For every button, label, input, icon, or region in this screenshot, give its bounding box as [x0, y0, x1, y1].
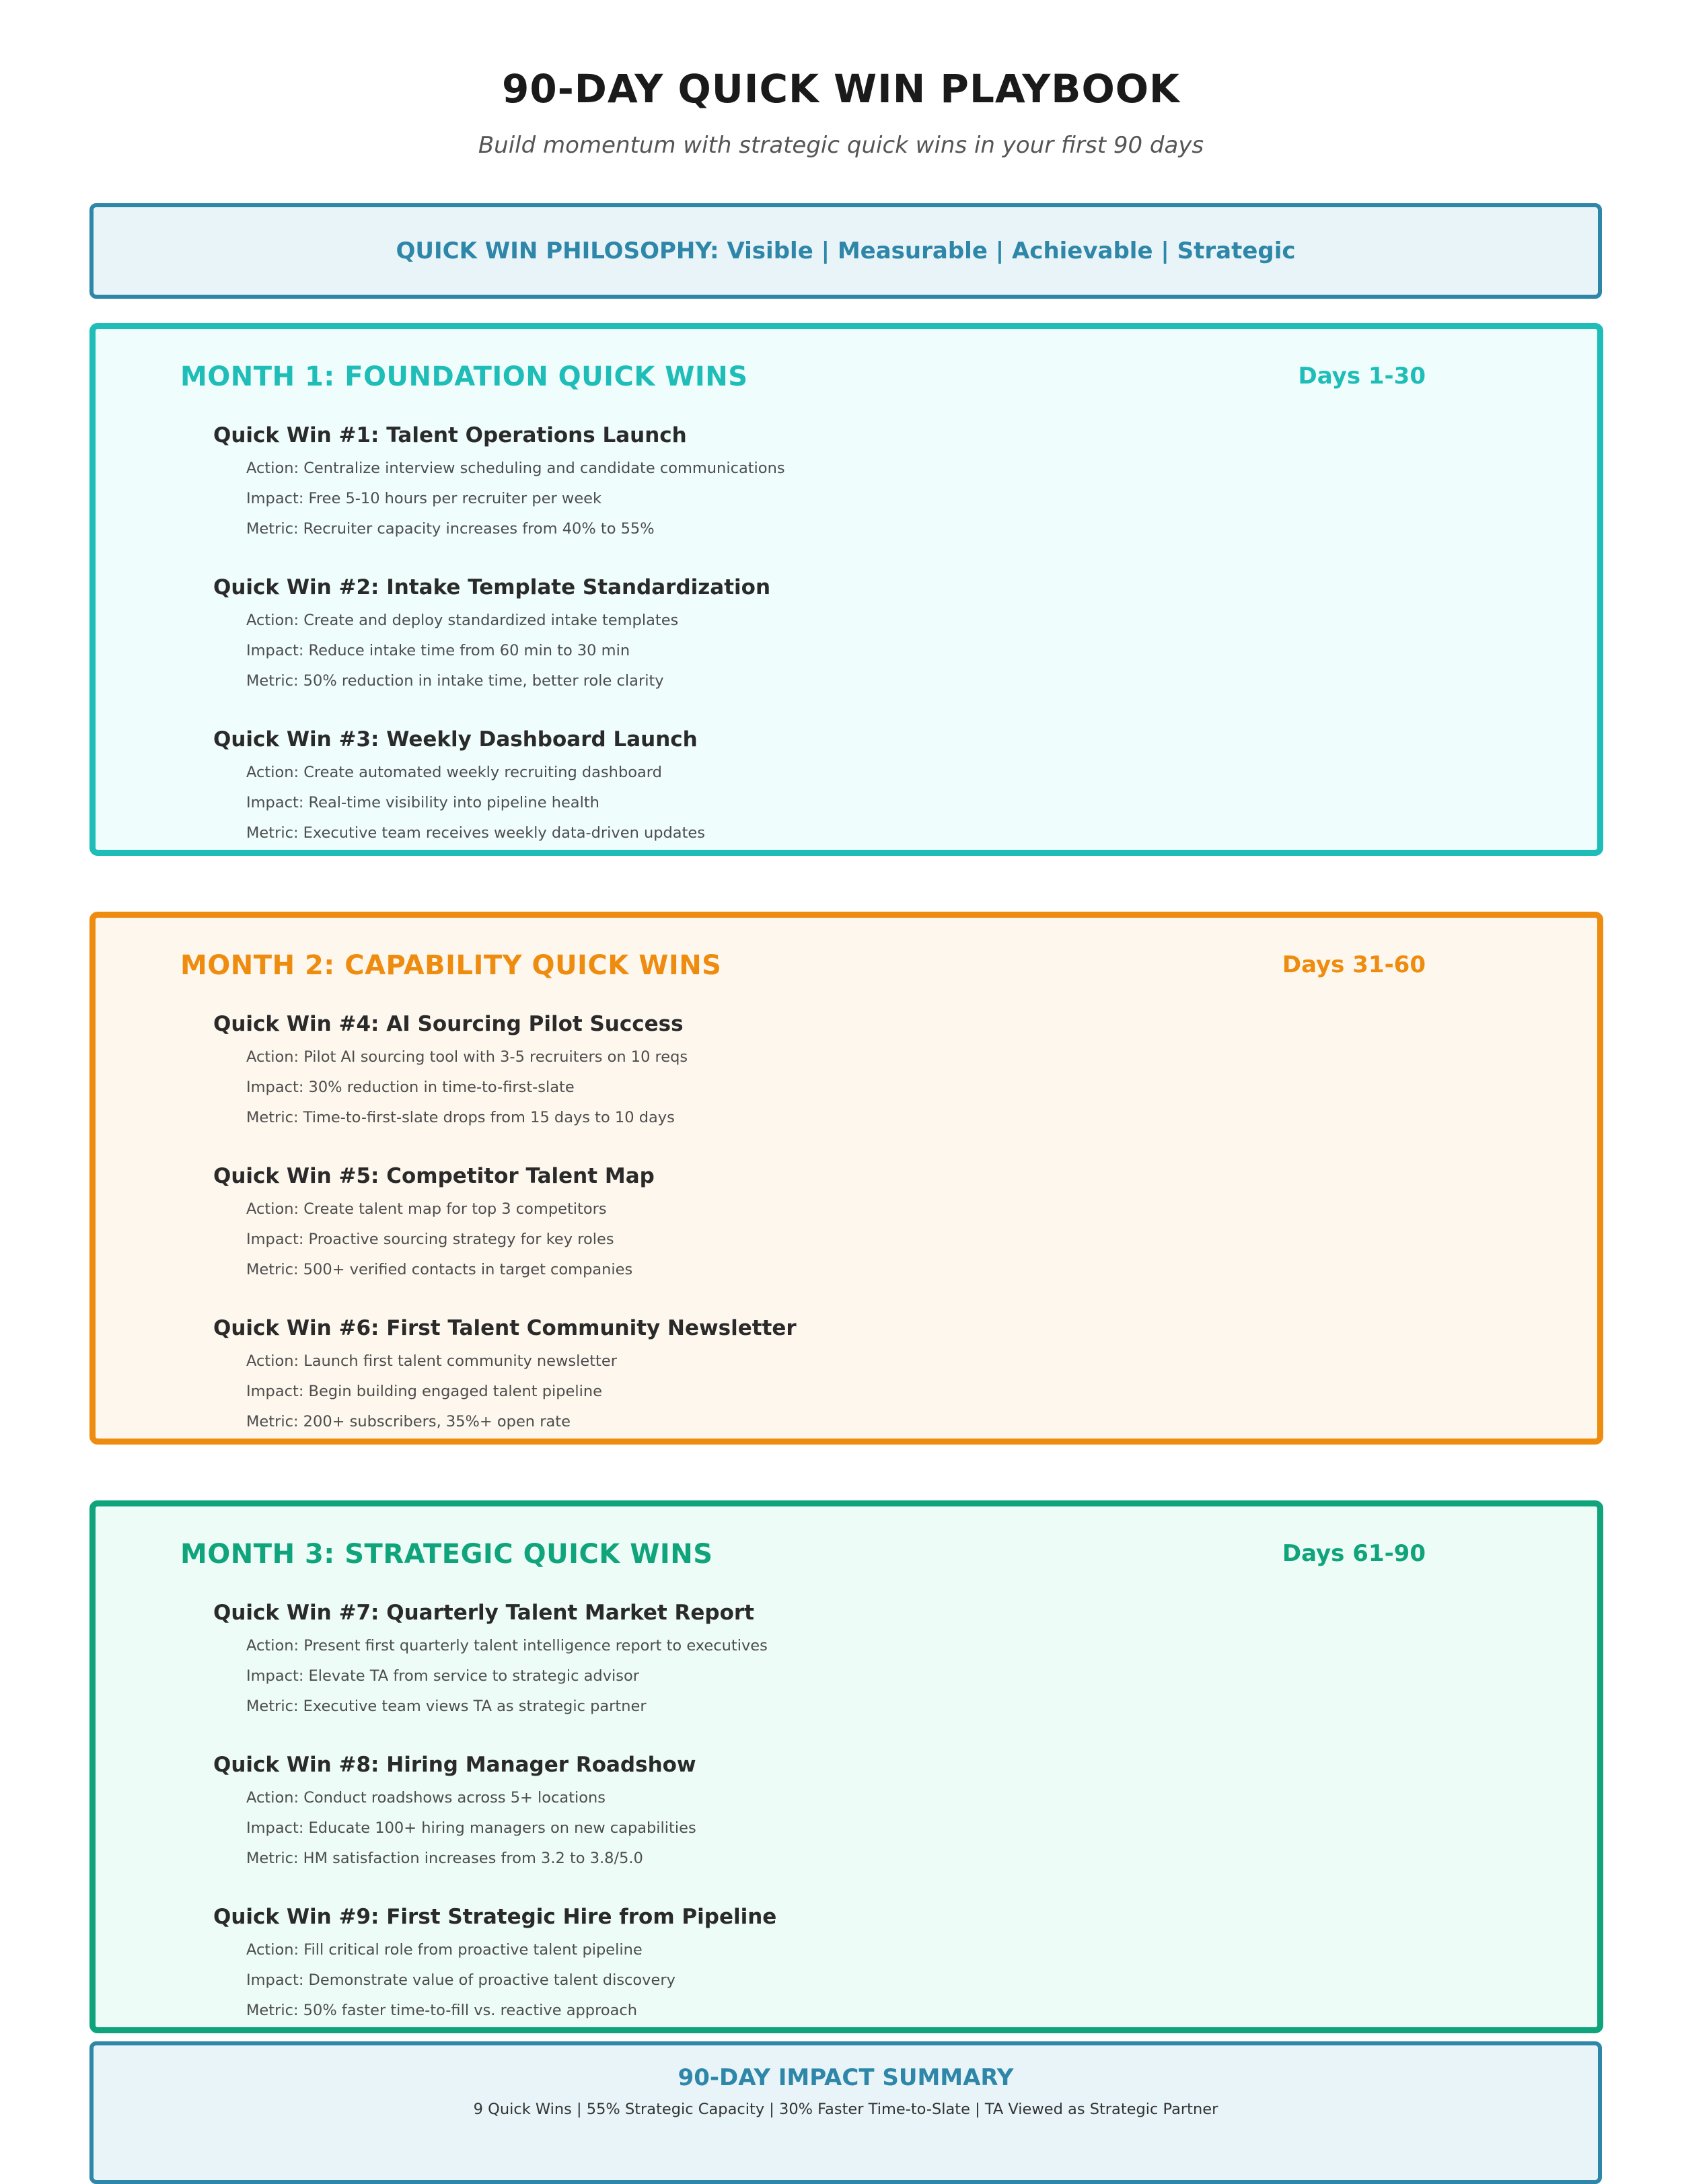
quick-win-impact: Impact: 30% reduction in time-to-first-slate [246, 1079, 575, 1096]
quick-win-metric: Metric: HM satisfaction increases from 3.2 to 3.8/5.0 [246, 1850, 643, 1867]
quick-win-action: Action: Centralize interview scheduling and candidate communications [246, 460, 785, 477]
quick-win-impact: Impact: Demonstrate value of proactive talent discovery [246, 1971, 675, 1989]
quick-win-title: Quick Win #9: First Strategic Hire from Pipeline [213, 1905, 777, 1929]
month-title: MONTH 1: FOUNDATION QUICK WINS [180, 361, 748, 392]
quick-win-metric: Metric: Executive team receives weekly data-driven updates [246, 824, 705, 842]
quick-win-action: Action: Present first quarterly talent intelligence report to executives [246, 1637, 768, 1654]
quick-win-action: Action: Create talent map for top 3 competitors [246, 1200, 607, 1218]
quick-win-title: Quick Win #3: Weekly Dashboard Launch [213, 727, 698, 752]
page-subtitle: Build momentum with strategic quick wins in your first 90 days [478, 132, 1204, 159]
quick-win-8 [213, 1751, 696, 1879]
quick-win-action: Action: Create automated weekly recruiting dashboard [246, 764, 662, 781]
month-2-section [89, 912, 1603, 1445]
quick-win-title: Quick Win #2: Intake Template Standardization [213, 575, 771, 599]
quick-win-action: Action: Launch first talent community newsletter [246, 1352, 617, 1370]
quick-win-6 [213, 1315, 797, 1442]
quick-win-2 [213, 574, 770, 701]
quick-win-title: Quick Win #4: AI Sourcing Pilot Success [213, 1012, 684, 1036]
impact-summary-box [89, 2041, 1602, 2184]
month-3-section [89, 1500, 1603, 2033]
quick-win-metric: Metric: 500+ verified contacts in target companies [246, 1261, 633, 1278]
quick-win-7 [213, 1599, 768, 1726]
quick-win-title: Quick Win #8: Hiring Manager Roadshow [213, 1753, 696, 1777]
quick-win-title: Quick Win #1: Talent Operations Launch [213, 423, 687, 447]
quick-win-5 [213, 1163, 655, 1290]
quick-win-9 [213, 1903, 776, 2031]
quick-win-title: Quick Win #5: Competitor Talent Map [213, 1164, 655, 1188]
quick-win-impact: Impact: Begin building engaged talent pipeline [246, 1383, 602, 1400]
quick-win-impact: Impact: Educate 100+ hiring managers on new capabilities [246, 1819, 696, 1837]
quick-win-impact: Impact: Reduce intake time from 60 min to 30 min [246, 642, 630, 659]
quick-win-action: Action: Pilot AI sourcing tool with 3-5 recruiters on 10 reqs [246, 1048, 688, 1066]
quick-win-action: Action: Conduct roadshows across 5+ locations [246, 1789, 606, 1807]
quick-win-impact: Impact: Elevate TA from service to strategic advisor [246, 1667, 640, 1685]
quick-win-metric: Metric: 50% faster time-to-fill vs. reactive approach [246, 2002, 638, 2019]
quick-win-1 [213, 422, 785, 549]
summary-text: 9 Quick Wins | 55% Strategic Capacity | 30% Faster Time-to-Slate | TA Viewed as Strategic Partner [473, 2101, 1218, 2118]
month-days: Days 1-30 [1298, 363, 1426, 390]
quick-win-metric: Metric: Executive team views TA as strategic partner [246, 1698, 647, 1715]
quick-win-impact: Impact: Real-time visibility into pipeline health [246, 794, 599, 811]
month-title: MONTH 3: STRATEGIC QUICK WINS [180, 1539, 713, 1570]
quick-win-title: Quick Win #7: Quarterly Talent Market Report [213, 1601, 755, 1625]
quick-win-impact: Impact: Free 5-10 hours per recruiter per week [246, 490, 602, 507]
month-days: Days 31-60 [1282, 951, 1426, 978]
quick-win-metric: Metric: Time-to-first-slate drops from 15 days to 10 days [246, 1109, 675, 1126]
summary-title: 90-DAY IMPACT SUMMARY [678, 2064, 1014, 2091]
quick-win-title: Quick Win #6: First Talent Community Newsletter [213, 1316, 797, 1340]
philosophy-text: QUICK WIN PHILOSOPHY: Visible | Measurable | Achievable | Strategic [396, 238, 1296, 264]
month-days: Days 61-90 [1282, 1540, 1426, 1567]
quick-win-3 [213, 726, 705, 853]
quick-win-4 [213, 1011, 688, 1138]
quick-win-metric: Metric: 50% reduction in intake time, better role clarity [246, 672, 664, 690]
quick-win-action: Action: Create and deploy standardized intake templates [246, 612, 679, 629]
quick-win-metric: Metric: 200+ subscribers, 35%+ open rate [246, 1413, 571, 1430]
quick-win-action: Action: Fill critical role from proactive talent pipeline [246, 1941, 643, 1959]
page-title: 90-DAY QUICK WIN PLAYBOOK [502, 66, 1180, 112]
month-1-section [89, 323, 1603, 856]
month-title: MONTH 2: CAPABILITY QUICK WINS [180, 950, 722, 981]
quick-win-impact: Impact: Proactive sourcing strategy for key roles [246, 1231, 614, 1248]
philosophy-banner [89, 203, 1602, 299]
quick-win-metric: Metric: Recruiter capacity increases from 40% to 55% [246, 520, 655, 538]
